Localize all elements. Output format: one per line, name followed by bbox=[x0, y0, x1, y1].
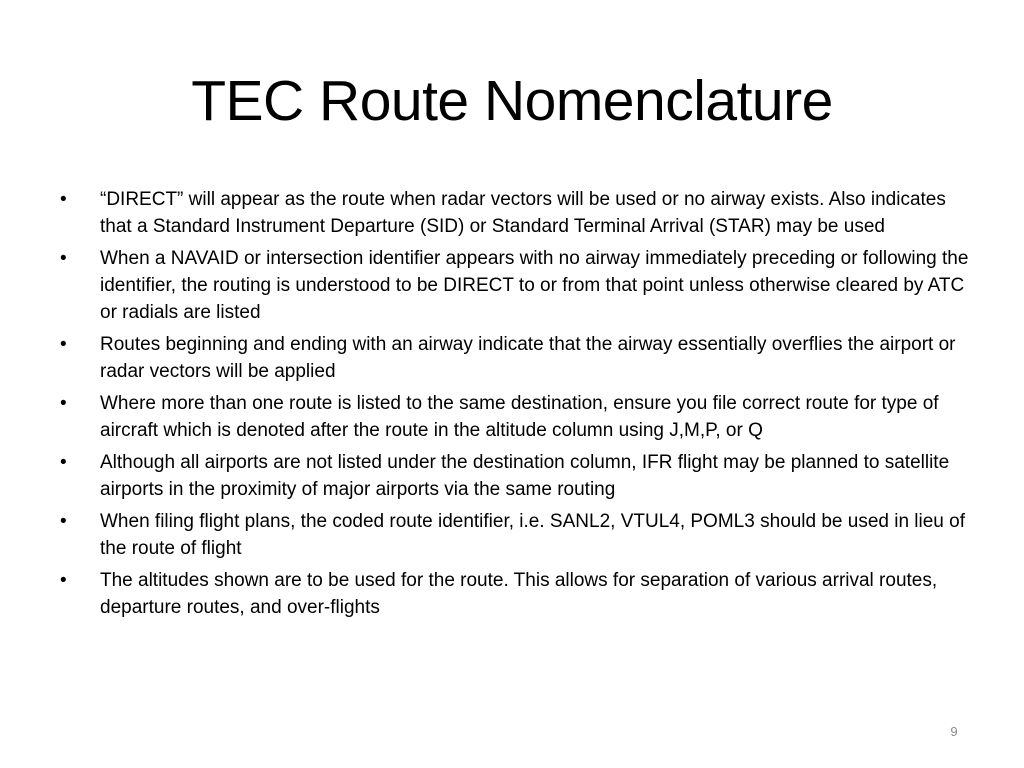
bullet-text: The altitudes shown are to be used for the route. This allows for separation of various arrival routes, departure routes, and over-flights bbox=[100, 570, 938, 618]
bullet-icon: • bbox=[60, 393, 67, 414]
bullet-item-coded-route bbox=[60, 508, 970, 562]
bullet-icon: • bbox=[60, 189, 67, 210]
slide-title: TEC Route Nomenclature bbox=[191, 69, 833, 133]
bullet-item-altitudes bbox=[60, 567, 970, 621]
bullet-text: “DIRECT” will appear as the route when radar vectors will be used or no airway exists. Also indicates that a Standard Instrument Departure (SID) or Standard Terminal Arrival (STAR) may be used bbox=[100, 189, 946, 237]
bullet-item-multiple-routes bbox=[60, 390, 970, 444]
bullet-item-airway-routes bbox=[60, 331, 970, 385]
bullet-text: When a NAVAID or intersection identifier appears with no airway immediately preceding or following the identifier, the routing is understood to be DIRECT to or from that point unless otherwise cleared by ATC or radials are listed bbox=[100, 248, 969, 323]
bullet-item-navaid bbox=[60, 245, 970, 326]
bullet-icon: • bbox=[60, 248, 67, 269]
bullet-list bbox=[60, 186, 970, 626]
bullet-text: Where more than one route is listed to the same destination, ensure you file correct route for type of aircraft which is denoted after the route in the altitude column using J,M,P, or Q bbox=[100, 393, 939, 441]
bullet-text: Routes beginning and ending with an airway indicate that the airway essentially overflies the airport or radar vectors will be applied bbox=[100, 334, 956, 382]
bullet-text: Although all airports are not listed under the destination column, IFR flight may be planned to satellite airports in the proximity of major airports via the same routing bbox=[100, 452, 950, 500]
bullet-text: When filing flight plans, the coded route identifier, i.e. SANL2, VTUL4, POML3 should be used in lieu of the route of flight bbox=[100, 511, 966, 559]
page-number: 9 bbox=[950, 724, 958, 739]
bullet-item-direct bbox=[60, 186, 970, 240]
bullet-icon: • bbox=[60, 570, 67, 591]
bullet-icon: • bbox=[60, 452, 67, 473]
bullet-item-satellite-airports bbox=[60, 449, 970, 503]
bullet-icon: • bbox=[60, 334, 67, 355]
bullet-icon: • bbox=[60, 511, 67, 532]
